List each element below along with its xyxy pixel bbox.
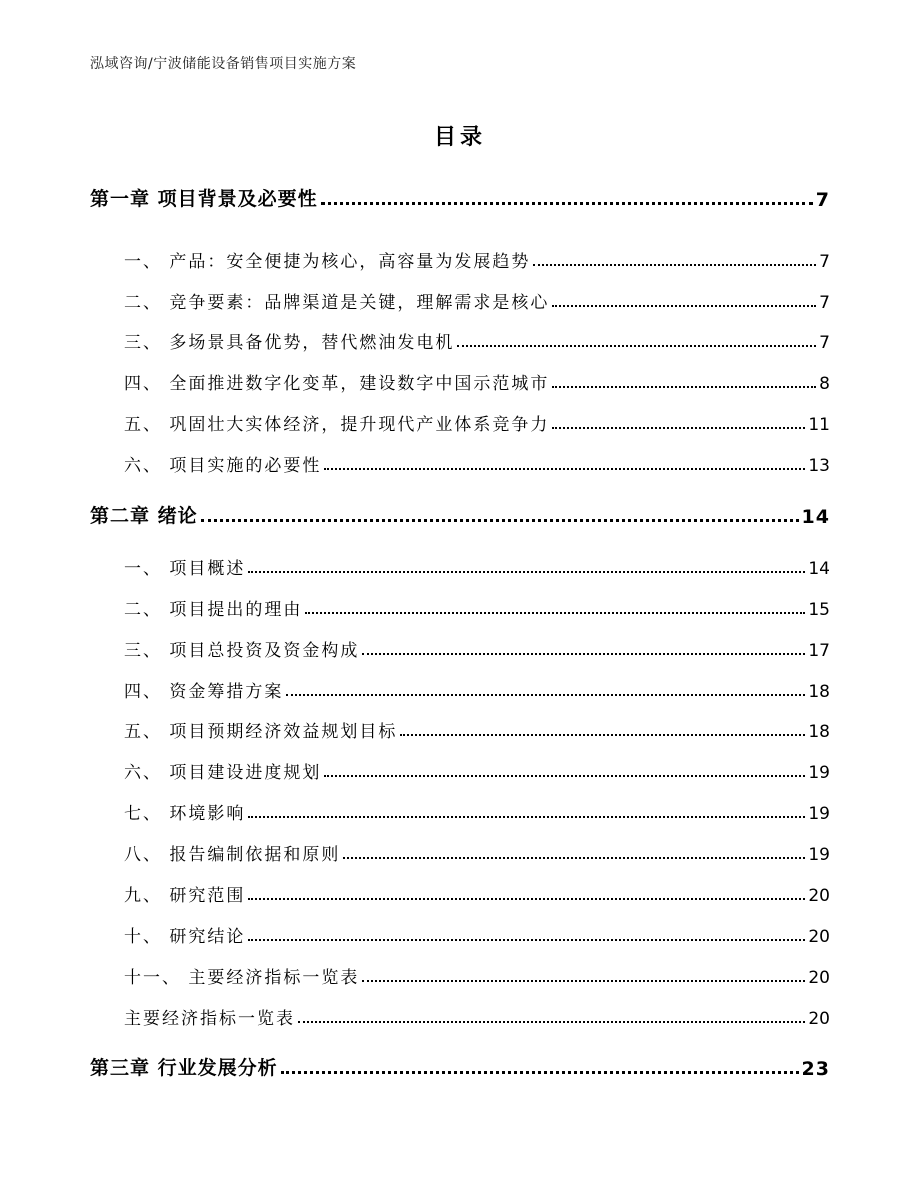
toc-leader-dots [321,202,813,205]
toc-entry[interactable] [90,796,830,824]
toc-entry-label: 第二章 绪论 [90,505,198,527]
toc-entry[interactable] [90,837,830,865]
toc-entry-label: 十、 研究结论 [124,927,246,947]
toc-leader-dots [324,468,805,470]
toc-entry[interactable] [90,919,830,947]
toc-entry-page: 19 [808,845,830,865]
toc-title: 目录 [433,125,486,150]
toc-leader-dots [248,898,805,900]
toc-leader-dots [400,734,805,736]
toc-entry-page: 11 [808,415,830,435]
toc-entry-label: 五、 项目预期经济效益规划目标 [124,722,398,742]
page-header: 泓域咨询/宁波储能设备销售项目实施方案 [90,56,357,72]
toc-entry-label: 四、 资金筹措方案 [124,682,284,702]
toc-leader-dots [362,980,805,982]
toc-entry-page: 7 [815,189,830,211]
toc-entry-label: 三、 多场景具备优势，替代燃油发电机 [124,333,455,353]
toc-leader-dots [281,1071,799,1074]
toc-entry[interactable] [90,325,830,353]
toc-leader-dots [457,345,816,347]
toc-entry[interactable] [90,500,830,528]
toc-entry-label: 三、 项目总投资及资金构成 [124,641,360,661]
toc-leader-dots [248,816,805,818]
toc-entry-label: 七、 环境影响 [124,804,246,824]
toc-entry[interactable] [90,714,830,742]
toc-entry-page: 19 [808,763,830,783]
toc-entry[interactable] [90,285,830,313]
toc-entry[interactable] [90,1001,830,1029]
toc-entry-page: 7 [819,252,830,272]
toc-entry-page: 15 [808,600,830,620]
toc-entry-page: 20 [808,968,830,988]
toc-entry-page: 13 [808,456,830,476]
toc-leader-dots [248,939,805,941]
toc-leader-dots [305,612,805,614]
toc-leader-dots [286,694,805,696]
toc-entry-page: 17 [808,641,830,661]
toc-entry[interactable] [90,448,830,476]
toc-entry-page: 8 [819,374,830,394]
toc-entry[interactable] [90,755,830,783]
toc-entry[interactable] [90,878,830,906]
toc-entry-page: 20 [808,927,830,947]
toc-entry[interactable] [90,960,830,988]
toc-entry-page: 19 [808,804,830,824]
toc-leader-dots [552,427,805,429]
toc-entry[interactable] [90,407,830,435]
toc-leader-dots [552,305,816,307]
toc-leader-dots [324,775,805,777]
toc-leader-dots [362,653,805,655]
toc-leader-dots [298,1021,805,1023]
toc-entry-label: 十一、 主要经济指标一览表 [124,968,360,988]
toc-entry-label: 二、 竞争要素：品牌渠道是关键，理解需求是核心 [124,293,550,313]
toc-entry-label: 主要经济指标一览表 [124,1009,295,1029]
toc-leader-dots [552,386,816,388]
toc-entry-label: 八、 报告编制依据和原则 [124,845,341,865]
toc-leader-dots [343,857,805,859]
toc-entry-page: 23 [801,1058,830,1080]
toc-entry[interactable] [90,366,830,394]
toc-entry[interactable] [90,592,830,620]
toc-entry[interactable] [90,1052,830,1080]
toc-entry-label: 五、 巩固壮大实体经济，提升现代产业体系竞争力 [124,415,550,435]
toc-entry-page: 7 [819,333,830,353]
toc-entry-label: 六、 项目实施的必要性 [124,456,322,476]
toc-entry-label: 一、 项目概述 [124,559,246,579]
toc-entry-page: 14 [808,559,830,579]
toc-entry-label: 四、 全面推进数字化变革，建设数字中国示范城市 [124,374,550,394]
toc-entry[interactable] [90,244,830,272]
toc-entry-page: 18 [808,682,830,702]
toc-entry-page: 20 [808,1009,830,1029]
toc-entry-label: 二、 项目提出的理由 [124,600,303,620]
toc-leader-dots [248,571,805,573]
toc-entry-page: 14 [801,506,830,528]
toc-entry[interactable] [90,674,830,702]
toc-entry[interactable] [90,183,830,211]
toc-entry[interactable] [90,551,830,579]
toc-entry-page: 20 [808,886,830,906]
toc-entry-page: 7 [819,293,830,313]
toc-entry-label: 六、 项目建设进度规划 [124,763,322,783]
toc-entry-label: 第三章 行业发展分析 [90,1057,278,1079]
toc-leader-dots [533,264,816,266]
toc-entry-page: 18 [808,722,830,742]
toc-leader-dots [201,519,799,522]
toc-entry-label: 第一章 项目背景及必要性 [90,188,318,210]
toc-entry[interactable] [90,633,830,661]
toc-entry-label: 一、 产品：安全便捷为核心，高容量为发展趋势 [124,252,531,272]
toc-entry-label: 九、 研究范围 [124,886,246,906]
